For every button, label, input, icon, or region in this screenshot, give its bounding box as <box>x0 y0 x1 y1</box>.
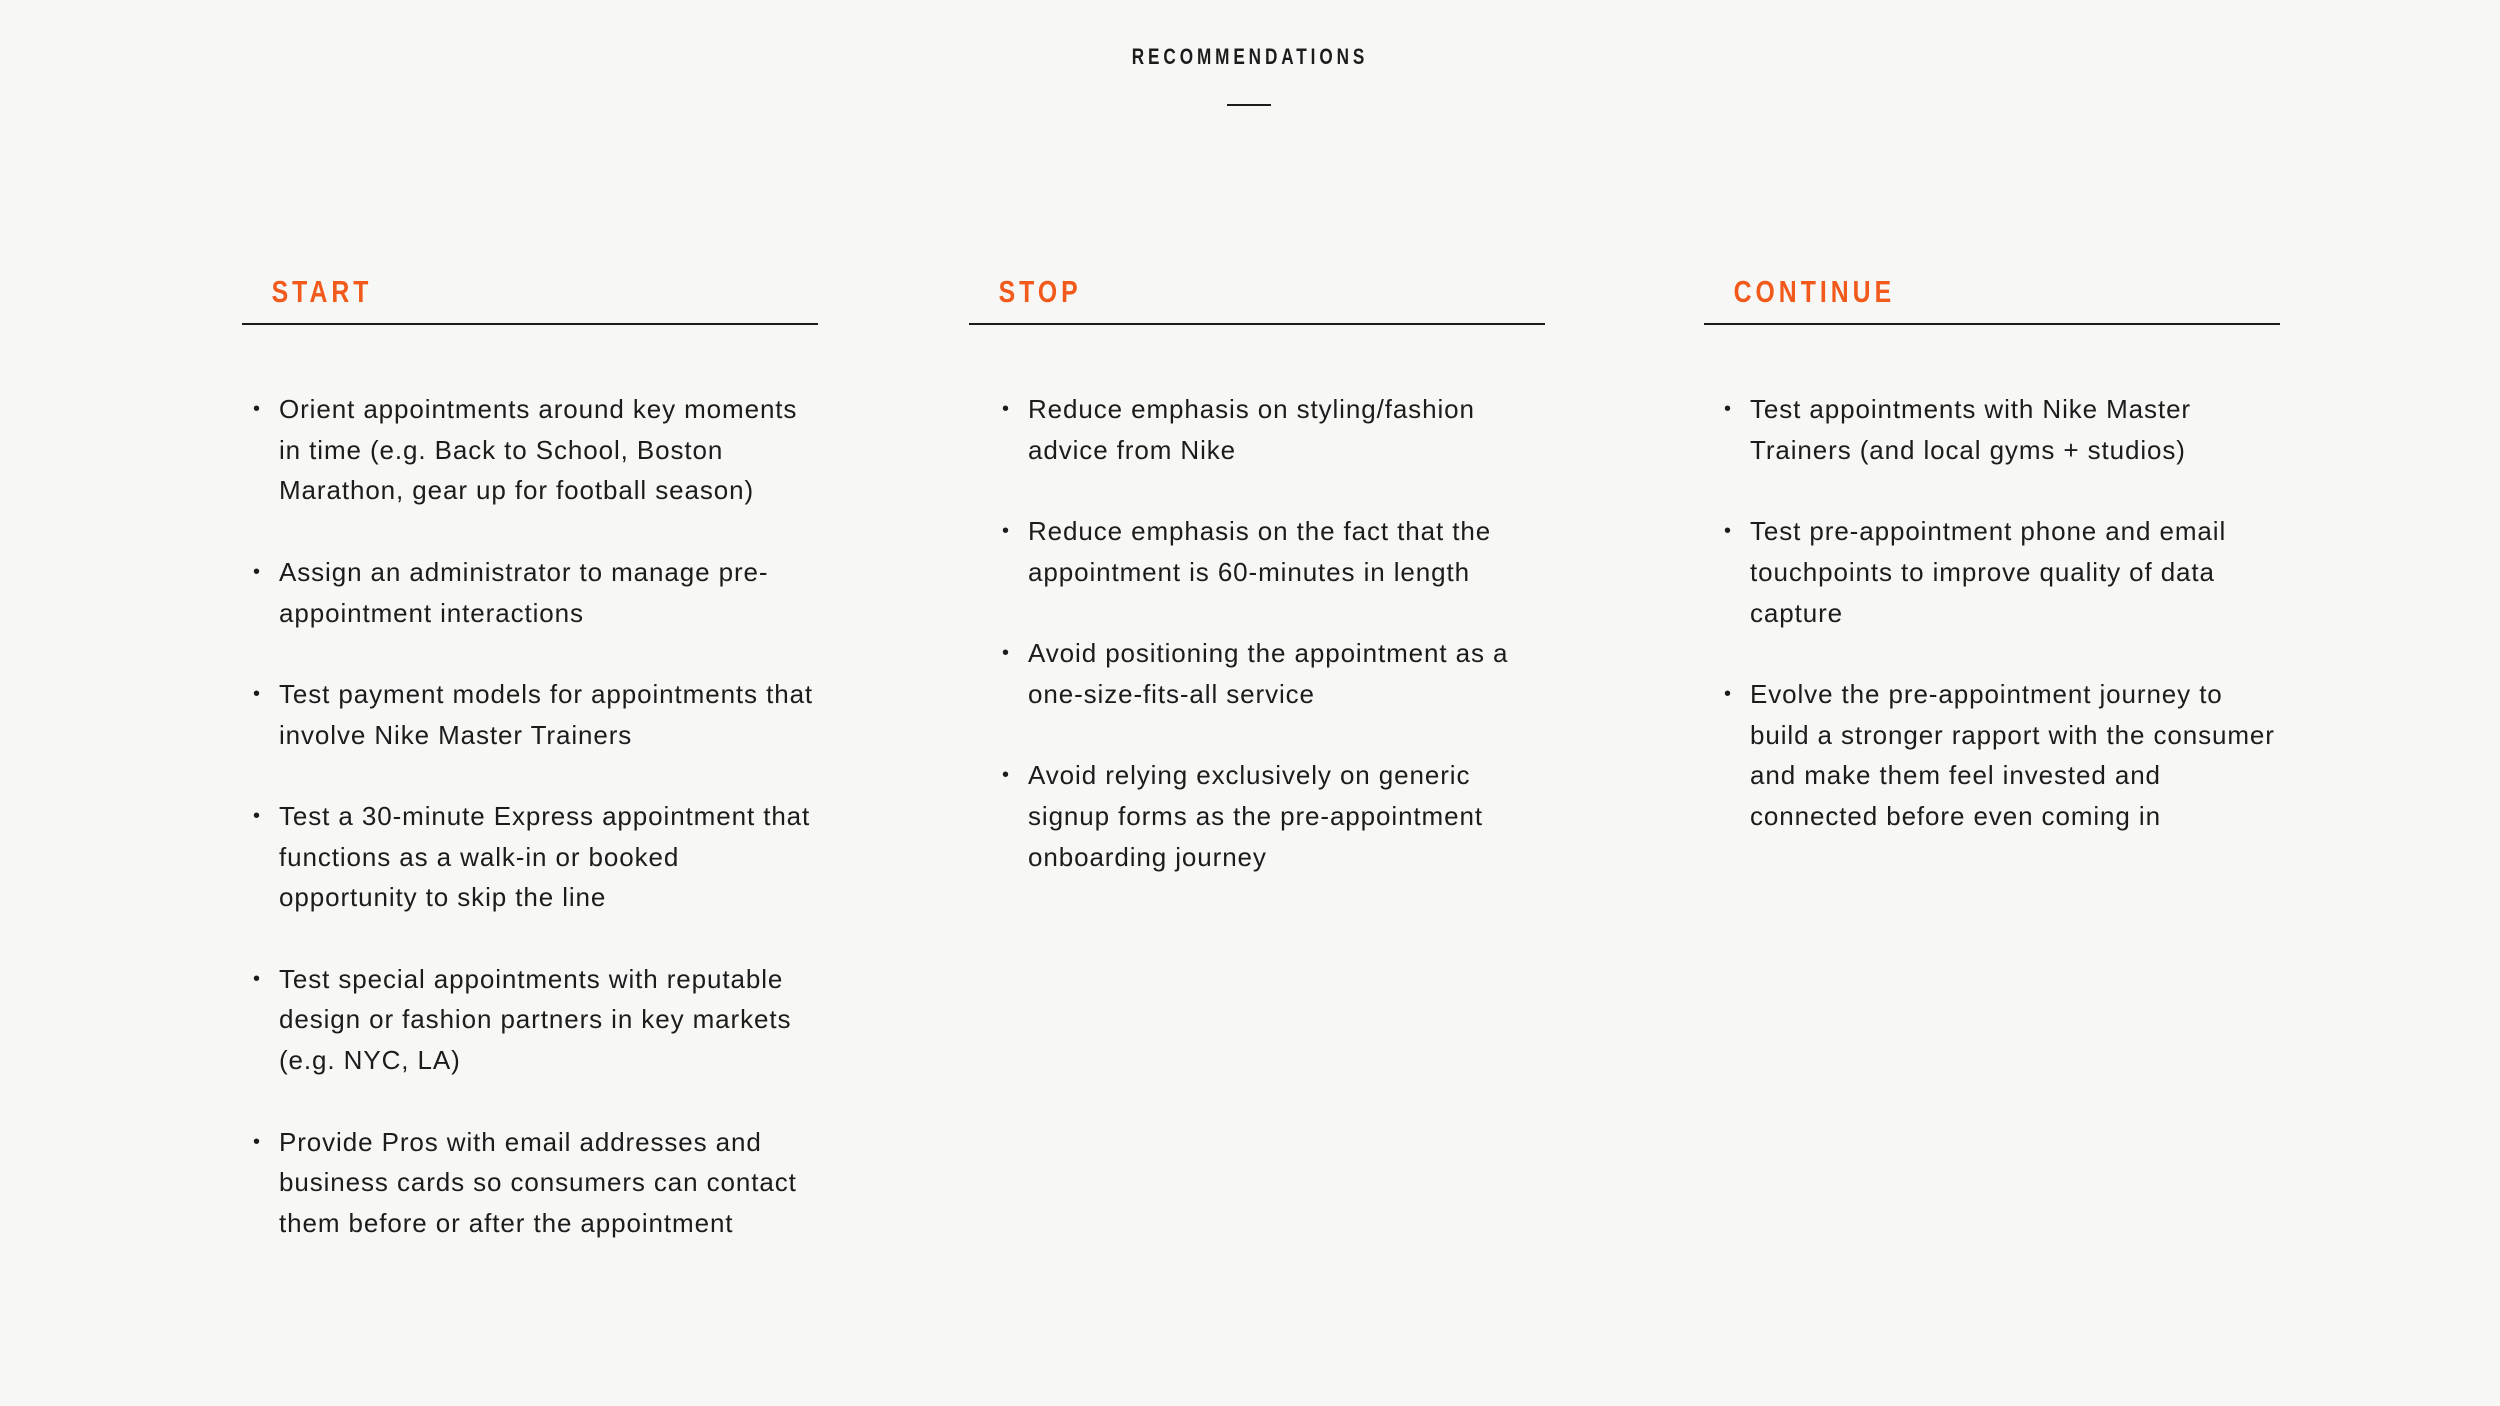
list-item <box>991 511 1545 592</box>
bullet-icon: • <box>253 804 261 827</box>
list-item-text: Assign an administrator to manage pre-appointment interactions <box>279 556 769 628</box>
bullet-icon: • <box>253 1130 261 1153</box>
bullet-icon: • <box>1002 520 1010 543</box>
item-list <box>242 389 818 1244</box>
list-item <box>242 959 818 1081</box>
column-heading: START <box>271 274 373 309</box>
column-heading: CONTINUE <box>1733 274 1896 309</box>
column-divider <box>969 323 1545 325</box>
title-divider <box>1227 104 1271 106</box>
list-item <box>1713 674 2280 837</box>
bullet-icon: • <box>1724 682 1732 705</box>
list-item <box>242 796 818 918</box>
list-item <box>991 389 1545 470</box>
list-item-text: Provide Pros with email addresses and business cards so consumers can contact them before or after the appointment <box>279 1126 797 1238</box>
column-stop <box>969 270 1545 918</box>
bullet-icon: • <box>1724 398 1732 420</box>
list-item <box>242 389 818 511</box>
list-item-text: Test pre-appointment phone and email touchpoints to improve quality of data capture <box>1750 516 2227 628</box>
column-divider <box>242 323 818 325</box>
list-item <box>242 674 818 755</box>
bullet-icon: • <box>253 682 261 705</box>
bullet-icon: • <box>1724 520 1732 543</box>
column-divider <box>1704 323 2280 325</box>
list-item-text: Reduce emphasis on the fact that the appointment is 60-minutes in length <box>1028 516 1492 587</box>
list-item <box>242 1122 818 1244</box>
item-list <box>969 389 1545 877</box>
bullet-icon: • <box>1002 764 1010 787</box>
list-item-text: Evolve the pre-appointment journey to build a stronger rapport with the consumer and make them feel invested and connected before even coming in <box>1750 678 2275 831</box>
item-list <box>1704 389 2280 837</box>
list-item <box>991 755 1545 877</box>
column-start <box>242 270 818 1284</box>
bullet-icon: • <box>253 398 261 420</box>
list-item-text: Test payment models for appointments that involve Nike Master Trainers <box>279 678 814 750</box>
bullet-icon: • <box>253 560 261 583</box>
list-item-text: Avoid relying exclusively on generic signup forms as the pre-appointment onboarding journey <box>1028 760 1483 872</box>
column-heading: STOP <box>998 274 1082 309</box>
page-title: RECOMMENDATIONS <box>1131 44 1369 69</box>
list-item <box>242 552 818 633</box>
list-item-text: Test special appointments with reputable design or fashion partners in key markets (e.g. NYC, LA) <box>279 963 792 1076</box>
list-item-text: Test appointments with Nike Master Trainers (and local gyms + studios) <box>1750 394 2191 465</box>
list-item <box>1713 511 2280 633</box>
list-item-text: Test a 30-minute Express appointment that functions as a walk-in or booked opportunity to skip the line <box>279 800 811 913</box>
bullet-icon: • <box>253 967 261 990</box>
list-item-text: Avoid positioning the appointment as a one-size-fits-all service <box>1028 638 1509 709</box>
column-continue <box>1704 270 2280 877</box>
list-item <box>991 633 1545 714</box>
bullet-icon: • <box>1002 398 1010 420</box>
list-item <box>1713 389 2280 470</box>
list-item-text: Reduce emphasis on styling/fashion advice from Nike <box>1028 394 1475 465</box>
list-item-text: Orient appointments around key moments in time (e.g. Back to School, Boston Marathon, gear up for football season) <box>279 394 798 506</box>
bullet-icon: • <box>1002 642 1010 665</box>
